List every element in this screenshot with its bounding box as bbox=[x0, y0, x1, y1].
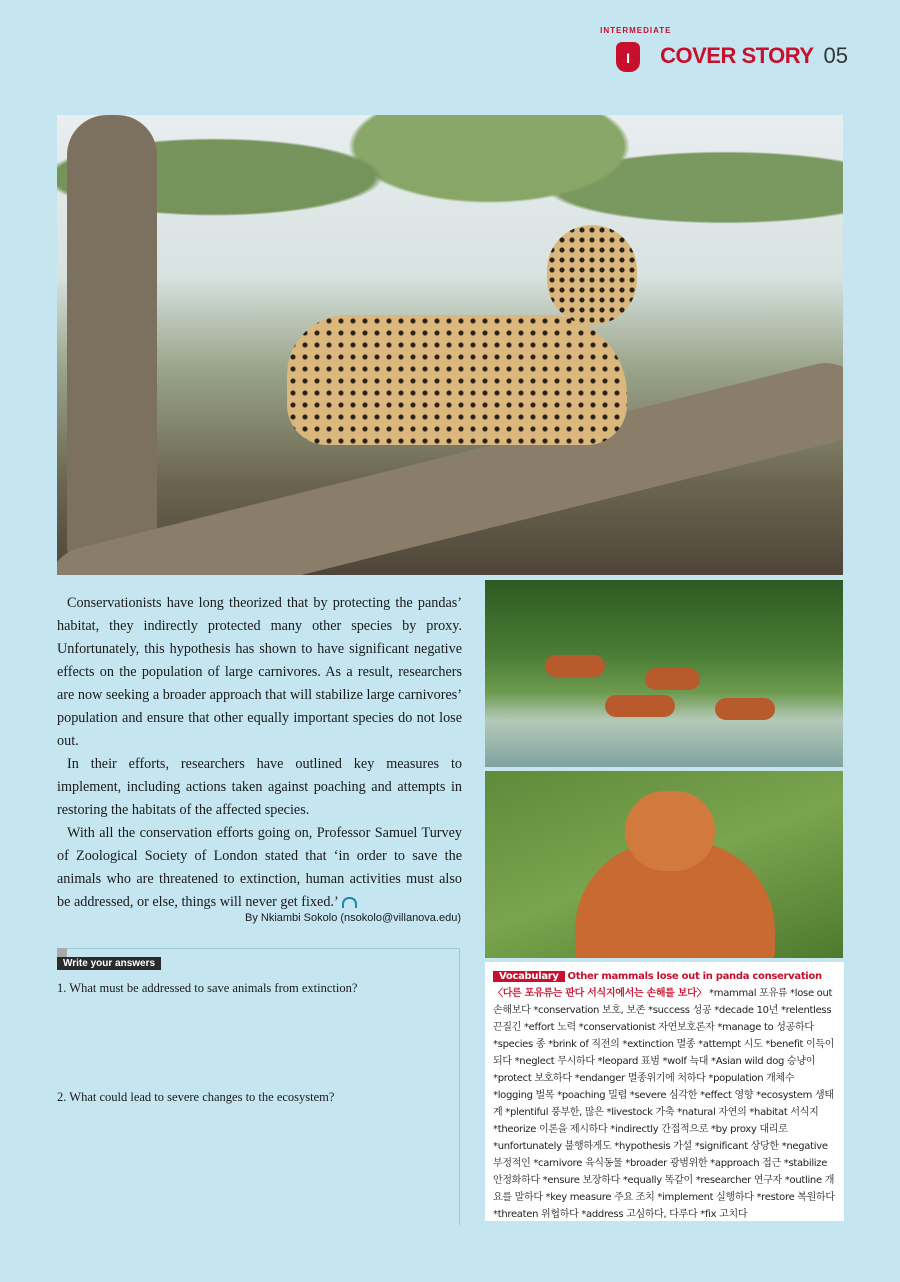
answers-box bbox=[57, 948, 460, 1225]
article-paragraph bbox=[57, 822, 462, 914]
wolf-head bbox=[625, 791, 715, 871]
article-paragraph-text: With all the conservation efforts going on, Professor Samuel Turvey of Zoological Society of London stated that ‘in order to save the animals who are threatened to extinction, human activities must also be addressed, or else, things will never get fixed.’ bbox=[57, 825, 462, 910]
headphone-icon[interactable] bbox=[342, 897, 357, 908]
tree-canopy bbox=[57, 115, 843, 322]
vocabulary-box bbox=[485, 962, 844, 1221]
vocabulary-entries: *mammal 포유류 *lose out 손해보다 *conservation 보호, 보존 *success 성공 *decade 10년 *relentless 끈질긴 *effort 노력 *conservationist 자연보호론자 *manage to 성공하다 *species 종 *brink of 직전의 *extinction 멸종 *attempt 시도 *benefit 이득이 되다 *neglect 무시하다 *leopard 표범 *wolf 늑대 *Asian wild dog 승냥이 *protect 보호하다 *endanger 멸종위기에 처하다 *population 개체수 *logging 벌목 *poaching 밀렵 *severe 심각한 *effect 영향 *ecosystem 생태계 *plentiful 풍부한, 많은 *livestock 가축 *natural 자연의 *habitat 서식지 *theorize 이론을 제시하다 *indirectly 간접적으로 *by proxy 대리로 *unfortunately 불행하게도 *hypothesis 가설 *significant 상당한 *negative 부정적인 *carnivore 육식동물 *broader 광범위한 *approach 접근 *stabilize 안정화하다 *ensure 보장하다 *equally 똑같이 *researcher 연구자 *outline 개요를 말하다 *key measure 주요 조치 *implement 실행하다 *restore 복원하다 *threaten 위협하다 *address 고심하다, 다루다 *fix 고치다 bbox=[493, 988, 835, 1220]
tree-trunk bbox=[67, 115, 157, 575]
page-header bbox=[600, 26, 848, 80]
answers-tab: Write your answers bbox=[57, 957, 161, 970]
leopard-body bbox=[287, 315, 627, 445]
question-2: 2. What could lead to severe changes to the ecosystem? bbox=[57, 1090, 335, 1104]
vocabulary-headline: Other mammals lose out in panda conservation 〈다른 포유류는 판다 서식지에서는 손해를 보다〉 bbox=[493, 971, 822, 999]
level-icon-glyph: I bbox=[626, 50, 631, 66]
leopard-head bbox=[547, 225, 637, 325]
vocabulary-tab: Vocabulary bbox=[493, 971, 565, 982]
article-body bbox=[57, 592, 462, 914]
article-paragraph: Conservationists have long theorized that by protecting the pandas’ habitat, they indirectly protected many other species by proxy. Unfortunately, this hypothesis has shown to have significant negative effects on the population of large carnivores. As a result, researchers are now seeking a broader approach that will stabilize large carnivores’ population and ensure that other equally important species do not lose out. bbox=[57, 595, 462, 749]
wild-dogs-photo bbox=[485, 580, 843, 767]
article-paragraph: In their efforts, researchers have outlined key measures to implement, including actions taken against poaching and attempts in restoring the habitats of the affected species. bbox=[57, 756, 462, 818]
hand-icon bbox=[616, 42, 640, 72]
wild-dog bbox=[605, 695, 675, 717]
wild-dog bbox=[645, 668, 700, 690]
byline: By Nkiambi Sokolo (nsokolo@villanova.edu) bbox=[245, 912, 461, 924]
section-title: COVER STORY bbox=[660, 43, 814, 68]
red-wolf-photo bbox=[485, 771, 843, 958]
page-number: 05 bbox=[823, 43, 848, 68]
wild-dog bbox=[545, 655, 605, 677]
level-badge bbox=[600, 26, 672, 80]
wild-dog bbox=[715, 698, 775, 720]
level-label: INTERMEDIATE bbox=[600, 26, 672, 35]
leopard-photo bbox=[57, 115, 843, 575]
question-1: 1. What must be addressed to save animals from extinction? bbox=[57, 981, 358, 995]
